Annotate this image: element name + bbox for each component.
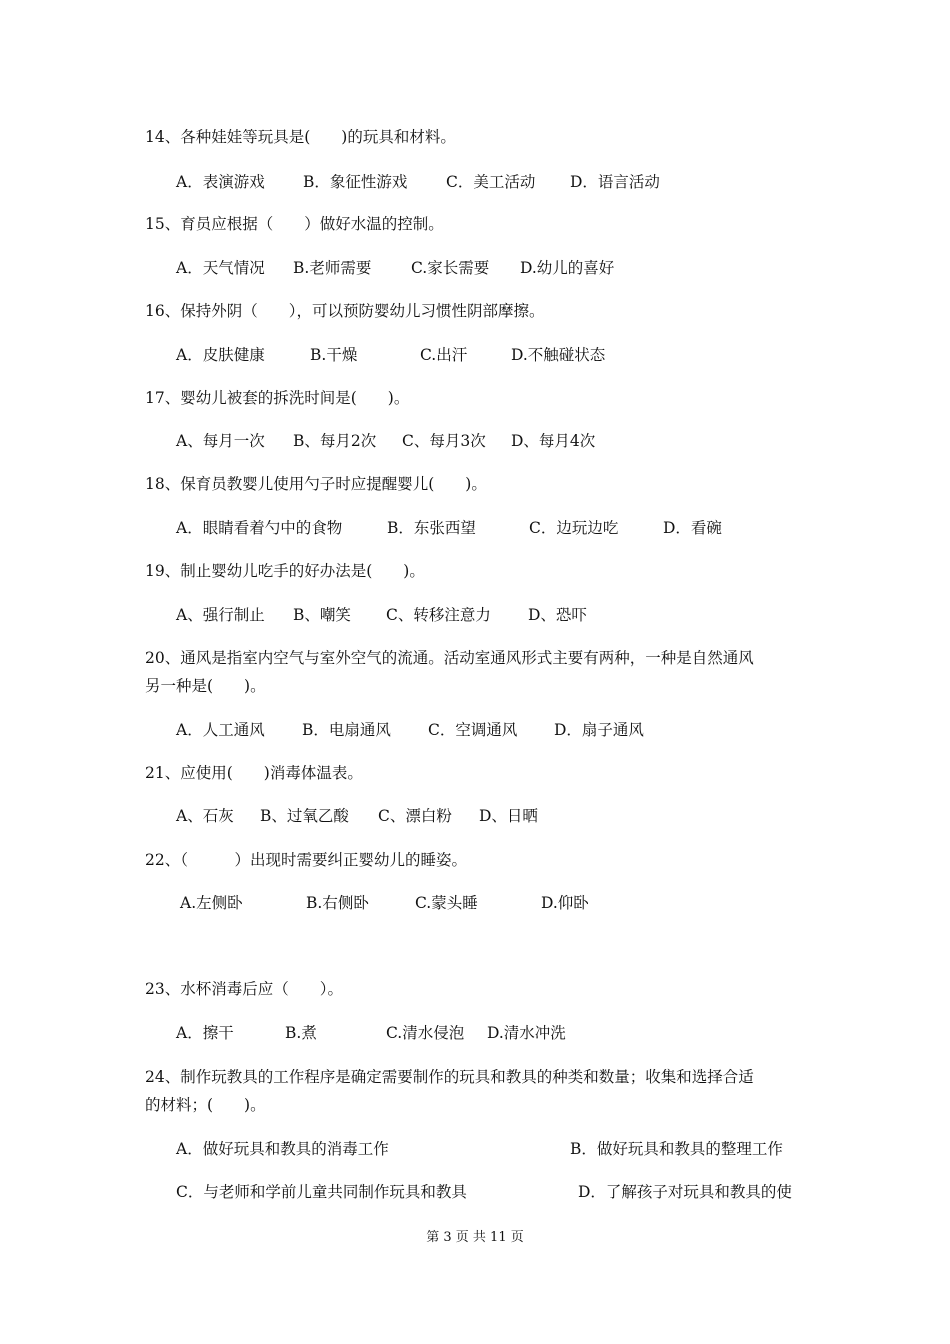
question-24-option-d: D．了解孩子对玩具和教具的使 [578,1183,792,1201]
question-17-option-b: B、每月2次 [293,432,377,450]
question-17-stem: 17、婴幼儿被套的拆洗时间是( )。 [145,389,410,407]
question-20-option-b: B．电扇通风 [302,721,391,739]
question-20-option-d: D．扇子通风 [554,721,644,739]
question-18-option-d: D．看碗 [663,519,722,537]
question-24-option-a: A．做好玩具和教具的消毒工作 [176,1140,389,1158]
question-21-option-d: D、日晒 [479,807,538,825]
question-15-option-a: A．天气情况 [176,259,265,277]
question-22-option-d: D.仰卧 [541,894,589,912]
question-19-option-b: B、嘲笑 [293,606,351,624]
question-14-option-b: B．象征性游戏 [303,173,408,191]
question-15-option-c: C.家长需要 [411,259,490,277]
question-19-stem: 19、制止婴幼儿吃手的好办法是( )。 [145,562,425,580]
question-15-stem: 15、育员应根据（ ）做好水温的控制。 [145,215,444,233]
question-19-option-d: D、恐吓 [528,606,587,624]
question-22-option-a: A.左侧卧 [180,894,243,912]
question-23-stem: 23、水杯消毒后应（ ）。 [145,980,343,998]
question-24-stem-continued: 的材料；( )。 [145,1096,266,1114]
question-16-option-c: C.出汗 [420,346,468,364]
question-21-option-b: B、过氧乙酸 [260,807,349,825]
question-21-option-a: A、石灰 [176,807,234,825]
question-24-option-b: B．做好玩具和教具的整理工作 [570,1140,783,1158]
question-15-option-b: B.老师需要 [293,259,372,277]
question-18-option-b: B．东张西望 [387,519,476,537]
question-23-option-d: D.清水冲洗 [487,1024,566,1042]
question-20-option-a: A．人工通风 [176,721,265,739]
question-18-option-a: A．眼睛看着勺中的食物 [176,519,343,537]
question-16-stem: 16、保持外阴（ ），可以预防婴幼儿习惯性阴部摩擦。 [145,302,545,320]
question-23-option-b: B.煮 [285,1024,317,1042]
question-16-option-d: D.不触碰状态 [511,346,606,364]
question-19-option-c: C、转移注意力 [386,606,491,624]
question-14-option-d: D．语言活动 [570,173,660,191]
question-23-option-c: C.清水侵泡 [386,1024,465,1042]
question-22-stem: 22、（ ）出现时需要纠正婴幼儿的睡姿。 [145,851,467,869]
question-18-option-c: C．边玩边吃 [529,519,619,537]
question-15-option-d: D.幼儿的喜好 [520,259,615,277]
question-16-option-b: B.干燥 [310,346,358,364]
question-20-option-c: C．空调通风 [428,721,518,739]
question-21-option-c: C、漂白粉 [378,807,452,825]
question-23-option-a: A．擦干 [176,1024,234,1042]
question-17-option-c: C、每月3次 [402,432,486,450]
question-14-option-c: C．美工活动 [446,173,536,191]
question-20-stem: 20、通风是指室内空气与室外空气的流通。活动室通风形式主要有两种，一种是自然通风 [145,649,754,667]
question-19-option-a: A、强行制止 [176,606,265,624]
question-17-option-a: A、每月一次 [176,432,265,450]
question-24-stem: 24、制作玩教具的工作程序是确定需要制作的玩具和教具的种类和数量；收集和选择合适 [145,1068,754,1086]
question-21-stem: 21、应使用( )消毒体温表。 [145,764,363,782]
question-22-option-c: C.蒙头睡 [415,894,478,912]
page-number-footer: 第 3 页 共 11 页 [426,1230,524,1245]
question-22-option-b: B.右侧卧 [306,894,369,912]
question-18-stem: 18、保育员教婴儿使用勺子时应提醒婴儿( )。 [145,475,487,493]
question-24-option-c: C．与老师和学前儿童共同制作玩具和教具 [176,1183,467,1201]
question-17-option-d: D、每月4次 [511,432,596,450]
question-20-stem-continued: 另一种是( )。 [145,677,266,695]
question-16-option-a: A．皮肤健康 [176,346,265,364]
question-14-stem: 14、各种娃娃等玩具是( )的玩具和材料。 [145,128,456,146]
question-14-option-a: A．表演游戏 [176,173,265,191]
